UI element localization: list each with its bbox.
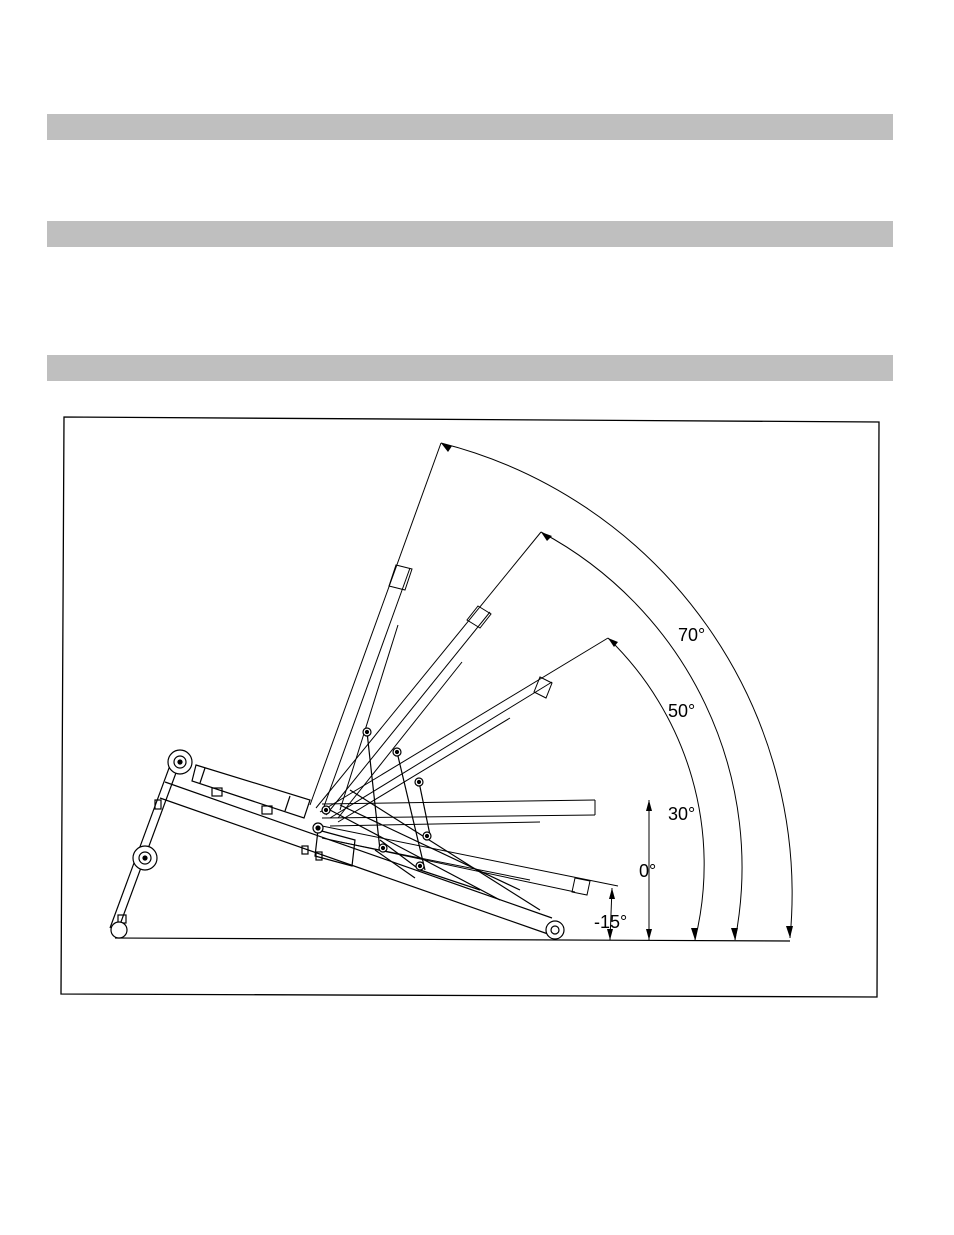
- angle-label-50: 50°: [668, 701, 696, 721]
- angle-label-70: 70°: [678, 625, 706, 645]
- angle-label-30: 30°: [668, 804, 696, 824]
- backrest-positions: [310, 443, 618, 895]
- figure-border: [61, 417, 879, 997]
- arc-arrowheads: [441, 443, 793, 940]
- angle-label-neg15: -15°: [594, 912, 628, 932]
- angle-arcs: [441, 443, 792, 940]
- rollers: [111, 750, 564, 939]
- angle-label-0: 0°: [639, 861, 657, 881]
- floor-line: [115, 938, 790, 941]
